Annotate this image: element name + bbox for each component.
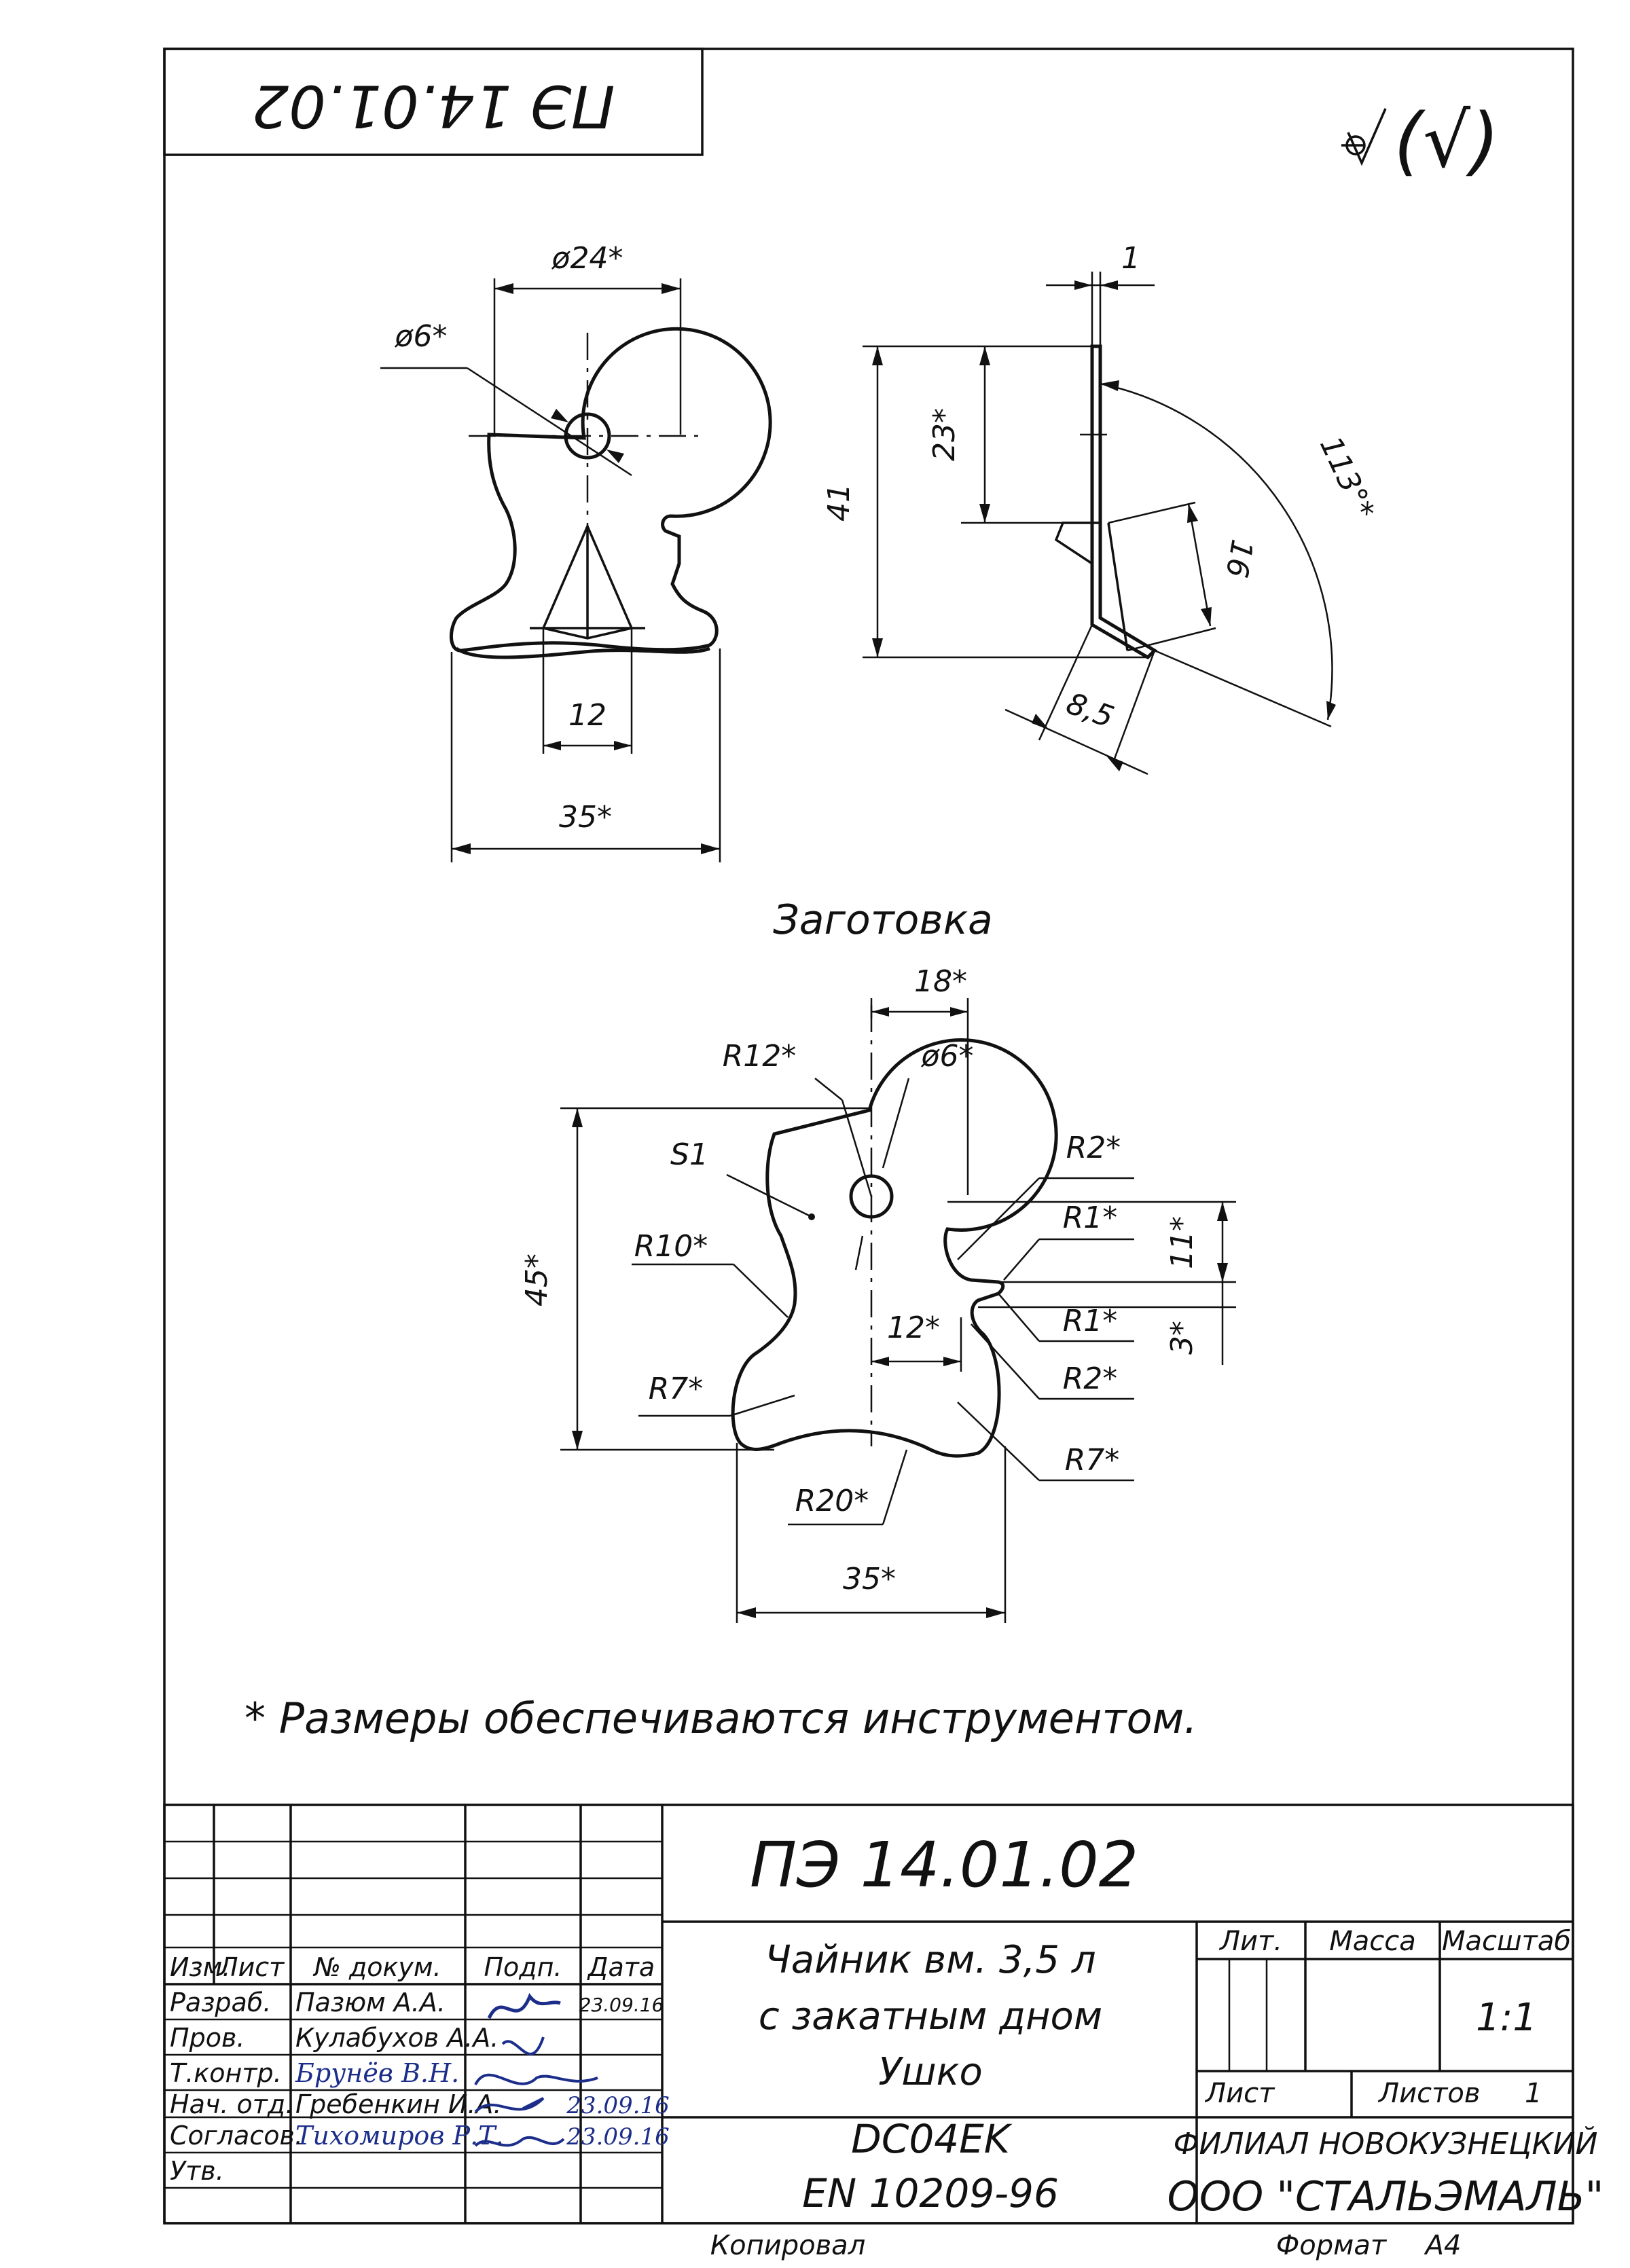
tb-header-izm: Изм. [170,1952,231,1982]
blank-h3: 3* [1165,1321,1199,1355]
tb-name-4: Тихомиров Р.Т. [295,2121,504,2151]
tb-org-1: ООО "СТАЛЬЭМАЛЬ" [1167,2173,1604,2220]
side-angle113: 113°* [1312,431,1381,525]
tb-lit-label: Лит. [1219,1926,1283,1957]
blank-r12: R12* [722,1039,797,1074]
front-d6: ø6* [395,319,448,354]
blank-view [520,964,1236,1623]
tb-header-date: Дата [587,1952,655,1982]
blank-r10: R10* [634,1229,708,1264]
side-view [822,241,1381,774]
tb-scale-value: 1:1 [1475,1996,1538,2040]
tb-sheets-count: 1 [1525,2078,1542,2109]
tb-role-4: Согласов. [170,2121,303,2151]
blank-r7a: R7* [648,1372,704,1406]
front-w35: 35* [559,800,612,835]
side-h41: 41 [822,483,856,522]
blank-r20: R20* [795,1484,869,1518]
tb-designation: ПЭ 14.01.02 [749,1829,1139,1901]
tb-scale-label: Масштаб [1441,1926,1572,1957]
blank-r1b: R1* [1062,1304,1118,1338]
tb-role-0: Разраб. [170,1988,272,2017]
front-view [380,241,770,862]
blank-h45: 45* [520,1254,554,1306]
tb-org-0: ФИЛИАЛ НОВОКУЗНЕЦКИЙ [1173,2127,1598,2161]
rotated-designation: ПЭ 14.01.02 [251,71,615,140]
signature-prov [503,2037,543,2054]
copied-label: Копировал [710,2230,866,2261]
blank-w35: 35* [843,1562,896,1596]
front-w12: 12 [568,698,606,733]
tb-date-3: 23.09.16 [566,2092,670,2119]
tb-role-1: Пров. [170,2023,245,2053]
side-h16: 16 [1218,536,1260,581]
blank-w12: 12* [887,1311,940,1345]
tb-sheet-label: Лист [1206,2078,1275,2109]
blank-title: Заготовка [773,896,993,944]
blank-r1a: R1* [1062,1201,1118,1235]
tb-header-docno: № докум. [314,1952,441,1982]
tb-role-2: Т.контр. [170,2058,282,2088]
tb-mass-label: Масса [1329,1926,1416,1957]
blank-r2a: R2* [1066,1131,1121,1165]
tb-name-1: Кулабухов А.А. [295,2023,499,2053]
tb-name-3: Гребенкин И.А. [295,2089,502,2119]
tb-header-list: Лист [219,1952,285,1982]
tb-name-line-2: Ушко [878,2050,983,2094]
tb-name-0: Пазюм А.А. [295,1988,446,2017]
blank-d18: 18* [914,964,967,999]
signature-razrab [489,1996,560,2018]
tb-role-3: Нач. отд. [170,2089,294,2119]
tb-role-5: Утв. [170,2156,224,2186]
rotated-designation-box [164,49,702,155]
format-value: A4 [1425,2230,1462,2261]
roughness-text: (√) [1394,97,1500,184]
front-d24: ø24* [551,241,623,276]
blank-d6: ø6* [921,1039,974,1074]
side-h23: 23* [927,408,962,461]
side-w85: 8,5 [1062,686,1119,735]
tb-material-1: EN 10209-96 [802,2170,1059,2216]
format-label: Формат [1275,2230,1387,2261]
tb-name-line-1: с закатным дном [758,1994,1103,2038]
tb-name-line-0: Чайник вм. 3,5 л [765,1938,1096,1982]
tb-sheets-label: Листов [1379,2078,1481,2109]
blank-s1: S1 [670,1137,708,1172]
title-block [164,1805,1604,2223]
tb-header-sign: Подп. [484,1952,562,1982]
tb-date-4: 23.09.16 [566,2123,670,2151]
blank-r2b: R2* [1062,1361,1118,1396]
blank-h11: 11* [1165,1216,1199,1269]
tolerance-note: * Размеры обеспечиваются инструментом. [244,1694,1197,1743]
signature-tkontr [475,2075,598,2085]
tb-name-2: Брунёв В.Н. [295,2058,460,2088]
blank-r7b: R7* [1064,1443,1120,1478]
roughness-sign [1341,97,1500,184]
tb-material-0: DC04EK [851,2116,1010,2162]
tb-date-0: 23.09.16 [579,1994,664,2016]
side-t1: 1 [1121,241,1140,276]
